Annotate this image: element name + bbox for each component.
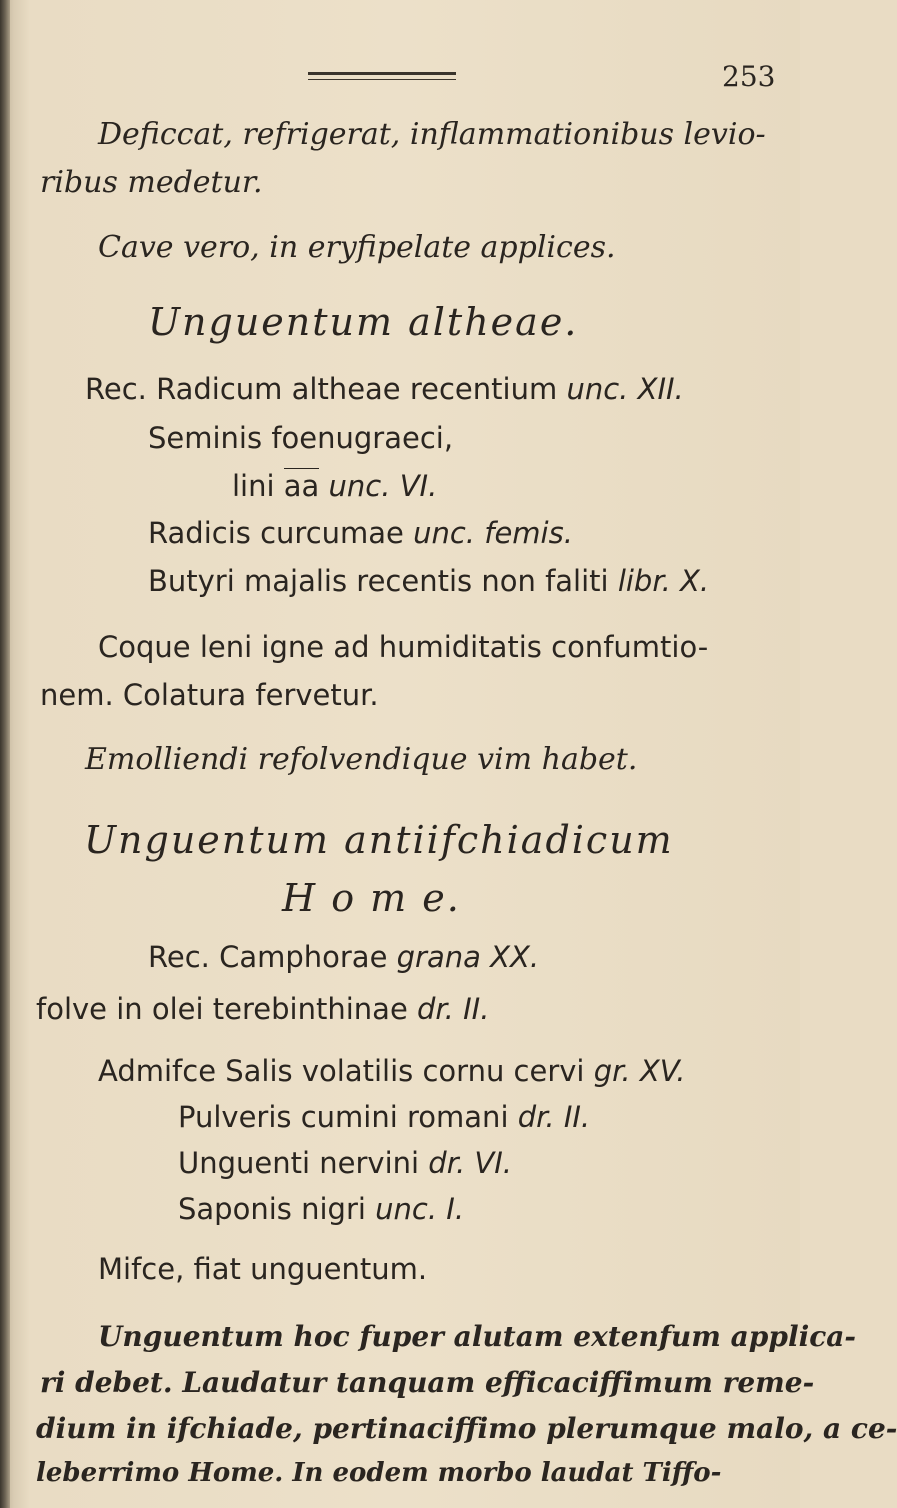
recipe-line [148, 516, 573, 550]
text-line: leberrimo Home. In eodem morbo laudat Tiffo- [36, 1458, 722, 1488]
text-line: ribus medetur. [40, 165, 263, 200]
recipe-line [178, 1100, 590, 1134]
ingredient: Rec. Radicum altheae recentium [85, 372, 567, 406]
recipe-line [98, 1054, 685, 1088]
quantity: gr. XV. [593, 1054, 686, 1088]
recipe-line [85, 372, 684, 406]
recipe-line [178, 1192, 464, 1226]
ana-mark: aa [283, 469, 320, 503]
ingredient: Rec. Camphorae [148, 940, 397, 974]
quantity: dr. VI. [428, 1146, 512, 1180]
recipe-line [36, 992, 489, 1026]
ingredient: Butyri majalis recentis non faliti [148, 564, 618, 598]
header-rule [308, 72, 456, 80]
text-line: Coque leni igne ad humiditatis confumtio- [98, 630, 709, 664]
ingredient: Saponis nigri [178, 1192, 376, 1226]
text-line: Emolliendi refolvendique vim habet. [85, 742, 638, 777]
quantity: dr. II. [517, 1100, 591, 1134]
ingredient: folve in olei terebinthinae [36, 992, 418, 1026]
quantity: dr. II. [417, 992, 490, 1026]
quantity: unc. I. [375, 1192, 465, 1226]
text-line: Deficcat, refrigerat, inflammationibus levio- [98, 117, 766, 152]
quantity: unc. XII. [566, 372, 684, 406]
recipe-line: Mifce, fiat unguentum. [98, 1252, 428, 1286]
text-line: ri debet. Laudatur tanquam efficaciffimum reme- [40, 1366, 815, 1399]
recipe-line [148, 940, 539, 974]
section-heading: Unguentum antiifchiadicum [84, 818, 674, 862]
ingredient: Admifce Salis volatilis cornu cervi [98, 1054, 594, 1088]
page-binding-edge [0, 0, 10, 1508]
section-subheading: H o m e. [282, 876, 461, 920]
ingredient: Radicis curcumae [148, 516, 414, 550]
text-line: Cave vero, in eryfipelate applices. [98, 230, 616, 265]
text-line: Unguentum hoc fuper alutam extenfum applica- [98, 1320, 857, 1353]
recipe-line [148, 564, 709, 598]
recipe-line [232, 468, 437, 503]
text-line: dium in ifchiade, pertinaciffimo plerumque malo, a ce- [36, 1412, 897, 1445]
quantity: unc. femis. [413, 516, 573, 550]
quantity: unc. VI. [328, 469, 438, 503]
quantity: grana XX. [396, 940, 540, 974]
recipe-line: Seminis foenugraeci, [148, 421, 454, 455]
quantity: libr. X. [617, 564, 710, 598]
ingredient: Unguenti nervini [178, 1146, 429, 1180]
ingredient: Pulveris cumini romani [178, 1100, 518, 1134]
recipe-line [178, 1146, 512, 1180]
page-number: 253 [722, 60, 776, 93]
ingredient: lini [232, 469, 284, 503]
section-heading: Unguentum altheae. [148, 300, 579, 344]
text-line: nem. Colatura fervetur. [40, 678, 379, 712]
